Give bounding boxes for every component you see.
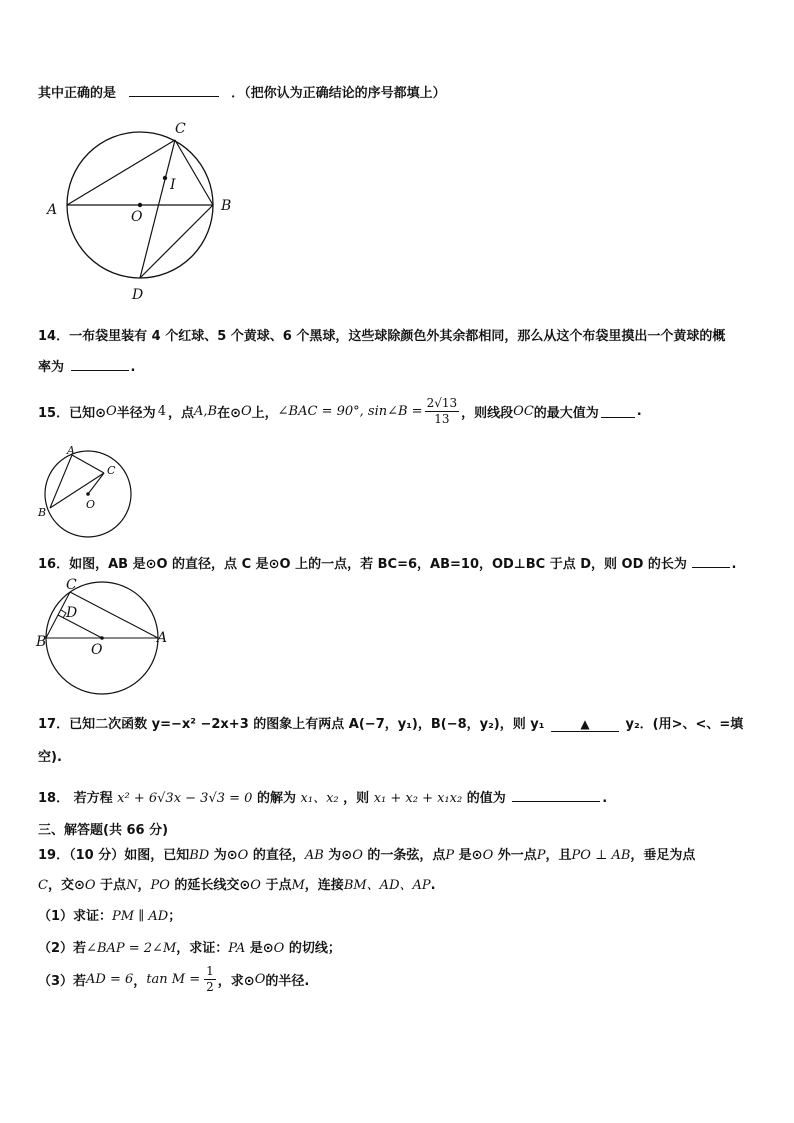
q19-part2-t3: 的切线； — [284, 941, 341, 956]
q15-figure — [36, 446, 140, 538]
q13-segment-db — [140, 205, 213, 278]
q19-l2-o: O — [84, 878, 96, 893]
q15-o2: O — [240, 404, 252, 419]
q13-segment-cb — [175, 140, 213, 205]
q19-part2-t1: ，求证： — [176, 941, 229, 956]
q16-label-a: A — [157, 630, 168, 646]
q16-label-b: B — [36, 634, 47, 650]
q19-m: M — [291, 878, 305, 893]
q15-text11: ，则线段 — [461, 406, 514, 421]
q19-o1: O — [237, 848, 249, 863]
q15-frac-den: 13 — [434, 412, 450, 426]
q16-segment-ca — [70, 592, 158, 638]
section-3-title: 三、解答题(共 66 分) — [38, 823, 169, 838]
q15-o1: O — [106, 404, 117, 419]
q18-text4: 的值为 — [466, 791, 506, 806]
q19-t2: 的直径， — [248, 848, 305, 863]
q18-text1: 若方程 — [73, 791, 113, 806]
q15-radius: 4 — [157, 404, 166, 419]
q13-suffix: ．（把你认为正确结论的序号都填上） — [231, 86, 446, 101]
q19-ab: AB — [304, 848, 324, 863]
q19-part3-math2: tan M = — [146, 972, 201, 987]
q19-o2: O — [352, 848, 363, 863]
q14-line2-prefix: 率为 — [38, 360, 65, 375]
q14-text: 一布袋里装有 4 个红球、5 个黄球、6 个黑球，这些球除颜色外其余都相同，那么从这个布袋里摸出一个黄球的概 — [69, 329, 726, 344]
q13-label-b: B — [221, 198, 232, 214]
q16-segment-od — [58, 615, 102, 638]
q15-label-c: C — [107, 464, 116, 477]
q19-l2-t6: ，连接 — [304, 878, 344, 893]
q14-line2 — [38, 356, 136, 375]
q15-points: A,B — [193, 404, 218, 419]
q19-po-ab: PO ⊥ AB — [571, 848, 631, 863]
q16-suffix: . — [731, 557, 737, 572]
q18-equation: x² + 6√3x − 3√3 = 0 — [117, 791, 253, 806]
q15-point-o — [86, 492, 90, 496]
q19-bd: BD — [189, 848, 210, 863]
q19-number: 19． — [38, 848, 70, 863]
q15-segment-ac — [72, 455, 104, 473]
q18-end: . — [602, 791, 608, 806]
q19-t6: 外一点 — [493, 848, 537, 863]
q16-label-d: D — [66, 605, 78, 621]
q14-line2-suffix: . — [130, 360, 136, 375]
q13-label-d: D — [132, 287, 144, 303]
q17-answer-blank[interactable] — [551, 718, 619, 732]
q19-part3-t2: ，求⊙ — [217, 974, 255, 989]
q15-segment-oc — [88, 473, 104, 494]
q19-part2-label: （2）若 — [38, 941, 87, 956]
q19-t4: 的一条弦，点 — [362, 848, 446, 863]
q19-part3-o: O — [254, 972, 266, 987]
q17-text-b: y₂．(用>、<、=填 — [625, 717, 744, 732]
q13-point-o — [138, 203, 142, 207]
q19-part2 — [38, 937, 341, 956]
q19-l2-t7: . — [430, 878, 436, 893]
q16-answer-blank[interactable] — [692, 555, 730, 568]
q19-t3: 为⊙ — [323, 848, 353, 863]
q14-number: 14． — [38, 329, 70, 344]
q19-l2-t3: ， — [137, 878, 151, 893]
q13-point-i — [163, 176, 167, 180]
q17-text-c: 空). — [38, 750, 62, 765]
q19-part3-t3: 的半径. — [265, 974, 310, 989]
q19-o3: O — [482, 848, 494, 863]
q19-part3-num: 1 — [206, 964, 214, 978]
q15-text5: ，点 — [167, 406, 194, 421]
q13-label-c: C — [175, 121, 186, 137]
q18-line — [38, 787, 607, 806]
q19-t1: 为⊙ — [209, 848, 238, 863]
q13-label-o: O — [131, 209, 143, 225]
q19-part1 — [38, 905, 181, 924]
q14-line1 — [38, 325, 725, 344]
q19-p2: P — [536, 848, 546, 863]
q13-label-a: A — [47, 202, 58, 218]
q16-number: 16． — [38, 557, 70, 572]
q19-p: P — [445, 848, 455, 863]
q17-number: 17． — [38, 717, 70, 732]
q13-figure — [40, 118, 250, 308]
q19-c: C — [38, 878, 48, 893]
q19-po: PO — [150, 878, 170, 893]
q15-text13: 的最大值为 — [533, 406, 599, 421]
q19-n: N — [126, 878, 138, 893]
q18-text3: ，则 — [343, 791, 370, 806]
q19-l2-t5: 于点 — [260, 878, 292, 893]
q16-line — [38, 553, 736, 572]
q15-text3: 半径为 — [116, 406, 156, 421]
q19-t5: 是⊙ — [454, 848, 483, 863]
q19-line1 — [38, 844, 695, 863]
q16-figure — [36, 576, 168, 692]
q15-oc: OC — [513, 404, 534, 419]
q18-roots: x₁、x₂ — [300, 791, 339, 806]
q19-part2-t2: 是⊙ — [245, 941, 274, 956]
q16-point-o — [100, 636, 104, 640]
q15-text7: 在⊙ — [217, 406, 241, 421]
q15-answer-blank[interactable] — [601, 405, 635, 418]
section-3-heading — [38, 819, 168, 838]
q18-answer-blank[interactable] — [512, 789, 600, 802]
q15-line — [38, 396, 642, 427]
q17-marker: ▲ — [580, 717, 590, 731]
q18-expression: x₁ + x₂ + x₁x₂ — [373, 791, 463, 806]
q19-part3-den: 2 — [206, 980, 214, 994]
q15-number: 15． — [38, 406, 70, 421]
q19-part1-math: PM ∥ AD — [112, 909, 169, 924]
q15-segment-ab — [50, 455, 72, 508]
q18-text2: 的解为 — [256, 791, 296, 806]
q15-label-b: B — [38, 506, 47, 519]
q17-text-a: 已知二次函数 y=−x² −2x+3 的图象上有两点 A(−7，y₁)，B(−8，y₂)，则 y₁ — [69, 717, 545, 732]
q13-segment-ac — [67, 140, 175, 205]
q14-answer-blank[interactable] — [71, 358, 129, 371]
q15-label-a: A — [67, 444, 75, 457]
q19-part1-label: （1）求证： — [38, 909, 113, 924]
q17-line2 — [38, 746, 62, 765]
q19-l2-t2: 于点 — [95, 878, 127, 893]
q15-condition: ∠BAC = 90°, sin∠B = — [277, 404, 423, 419]
q15-label-o: O — [86, 498, 96, 511]
q19-part2-o: O — [273, 941, 285, 956]
q17-line1 — [38, 713, 743, 732]
q19-part3-label: （3）若 — [38, 974, 87, 989]
q19-links: BM、AD、AP — [343, 878, 431, 893]
q18-number: 18． — [38, 791, 70, 806]
q19-part3-math1: AD = 6 — [86, 972, 134, 987]
q19-t8: ，垂足为点 — [630, 848, 696, 863]
q15-end: . — [636, 404, 642, 419]
q15-frac-num: 2√13 — [426, 396, 458, 410]
q19-l2-t1: ，交⊙ — [47, 878, 85, 893]
q13-prefix: 其中正确的是 — [38, 86, 117, 101]
q13-label-i: I — [170, 177, 176, 193]
q13-segment-cd — [140, 140, 175, 278]
q15-text9: 上， — [251, 406, 278, 421]
q13-answer-line — [38, 82, 446, 101]
q19-part2-math2: PA — [228, 941, 246, 956]
q19-part3-fraction — [204, 964, 216, 995]
q19-part2-math1: ∠BAP = 2∠M — [86, 941, 177, 956]
q19-part1-end: ； — [168, 909, 182, 924]
q19-part3 — [38, 964, 309, 995]
q19-score: （10 分）如图，已知 — [69, 848, 190, 863]
q16-label-o: O — [91, 642, 103, 658]
q19-l2-o2: O — [250, 878, 261, 893]
q15-segment-bc — [50, 473, 104, 508]
q16-label-c: C — [66, 577, 77, 593]
q19-part3-t1: ， — [133, 974, 147, 989]
q19-l2-t4: 的延长线交⊙ — [169, 878, 251, 893]
q13-answer-blank[interactable] — [129, 84, 219, 97]
q19-t7: ，且 — [545, 848, 572, 863]
q15-text1: 已知⊙ — [69, 406, 106, 421]
q19-line2 — [38, 874, 436, 893]
q15-fraction — [425, 396, 460, 427]
q16-text: 如图，AB 是⊙O 的直径，点 C 是⊙O 上的一点，若 BC=6，AB=10，OD⊥BC 于点 D，则 OD 的长为 — [69, 557, 687, 572]
